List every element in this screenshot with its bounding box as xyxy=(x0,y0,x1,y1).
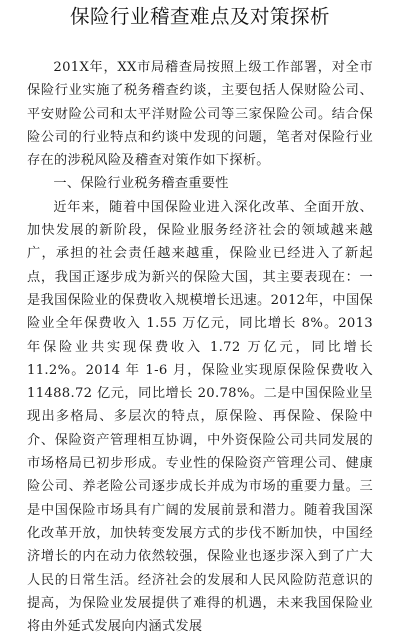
document-title: 保险行业稽查难点及对策探析 xyxy=(69,5,330,28)
section-heading: 一、保险行业税务稽查重要性 xyxy=(53,176,229,192)
body-paragraph: 近年来，随着中国保险业进入深化改革、全面开放、加快发展的新阶段，保险业服务经济社会的领域越来越广，承担的社会责任越来越重，保险业已经进入了新起点，我国正逐步成为新兴的保险大国，其主要表现在：一是我国保险业的保费收入规模增长迅速。2012年，中国保险业全年保费收入 1.55 万亿元，同比增长 8%。2013 年保险业共实现保费收入 1.72 万亿元，同比增长 11.2%。2014 年 1-6 月，保险业实现原保险保费收入 11488.72 亿元，同比增长 20.78%。二是中国保险业呈现出多格局、多层次的特点，原保险、再保险、保险中介、保险资产管理相互协调，中外资保险公司共同发展的市场格局已初步形成。专业性的保险资产管理公司、健康险公司、养老险公司逐步成长并成为市场的重要力量。三是中国保险市场具有广阔的发展前景和潜力。随着我国深化改革开放，加快转变发展方式的步伐不断加快，中国经济增长的内在动力依然较强，保险业也逐步深入到了广大人民的日常生活。经济社会的发展和人民风险防范意识的提高，为保险业发展提供了难得的机遇，未来我国保险业将由外延式发展向内涵式发展 xyxy=(27,199,373,635)
intro-paragraph: 201X年，XX市局稽查局按照上级工作部署，对全市保险行业实施了税务稽查约谈，主要包括人保财险公司、平安财险公司和太平洋财险公司等三家保险公司。结合保险公司的行业特点和约谈中发现的问题，笔者对保险行业存在的涉税风险及稽查对策作如下探析。 xyxy=(27,60,373,169)
